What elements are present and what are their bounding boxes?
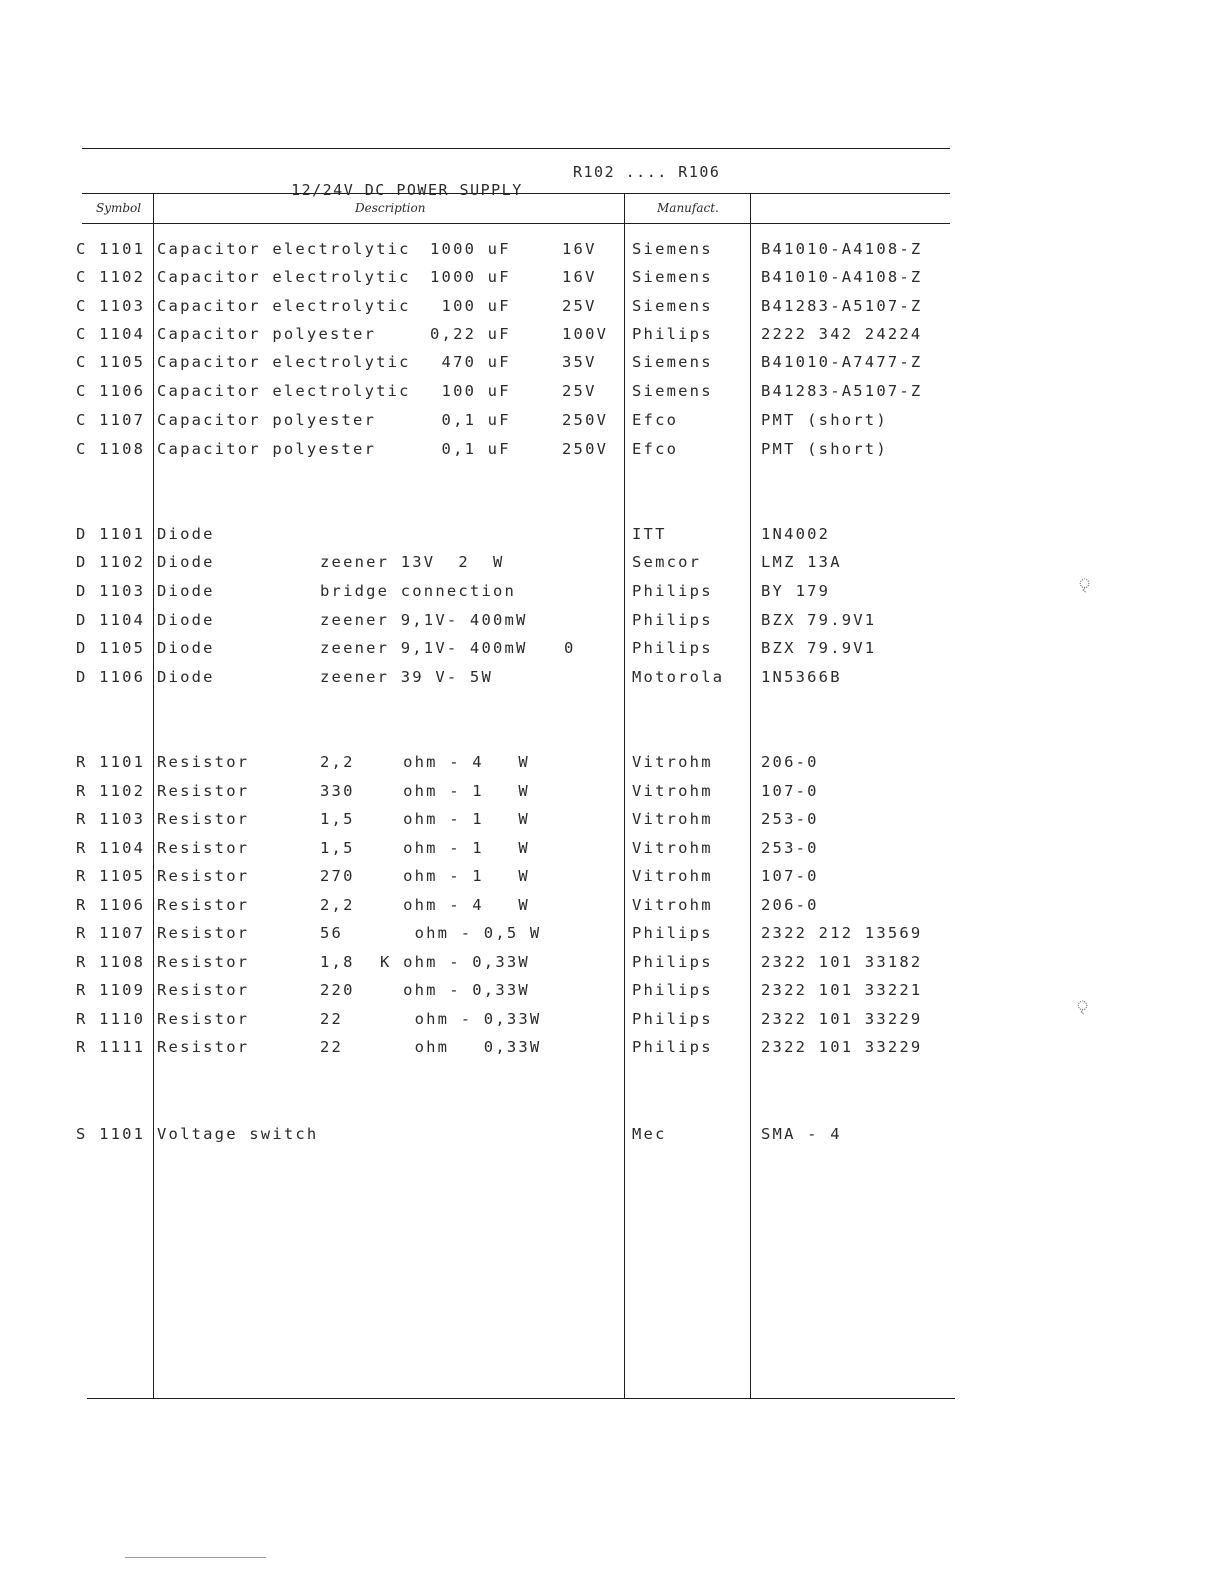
part-voltage: 100V	[562, 325, 609, 343]
part-description: Resistor	[157, 782, 250, 800]
part-manufacturer: Vitrohm	[632, 867, 713, 885]
part-rating: ohm - 0,33W	[380, 1010, 542, 1028]
part-number: SMA - 4	[761, 1125, 842, 1143]
part-symbol: R 1111	[76, 1038, 146, 1056]
part-symbol: C 1105	[76, 353, 146, 371]
part-voltage: 25V	[562, 382, 597, 400]
part-description: Capacitor electrolytic	[157, 382, 411, 400]
part-manufacturer: Efco	[632, 440, 679, 458]
part-description: Resistor	[157, 839, 250, 857]
column-divider-manufacturer	[750, 194, 751, 1398]
part-symbol: R 1107	[76, 924, 146, 942]
title-left: 12/24V DC POWER SUPPLY	[291, 181, 523, 199]
part-rating: ohm - 4 W	[380, 896, 530, 914]
part-symbol: S 1101	[76, 1125, 146, 1143]
part-manufacturer: Philips	[632, 924, 713, 942]
part-description: Capacitor electrolytic	[157, 240, 411, 258]
part-manufacturer: Mec	[632, 1125, 667, 1143]
part-symbol: C 1101	[76, 240, 146, 258]
part-manufacturer: Philips	[632, 325, 713, 343]
part-description: Capacitor electrolytic	[157, 268, 411, 286]
part-symbol: C 1103	[76, 297, 146, 315]
part-value: 1,5	[320, 810, 355, 828]
part-rating: ohm - 1 W	[380, 839, 530, 857]
part-number: B41010-A4108-Z	[761, 240, 923, 258]
part-value: 0,1 uF	[430, 411, 511, 429]
part-value: 22	[320, 1010, 344, 1028]
part-symbol: D 1104	[76, 611, 146, 629]
scan-mark: ৃ	[1076, 998, 1090, 1014]
part-value: 1000 uF	[430, 240, 511, 258]
part-spec: bridge connection	[320, 582, 517, 600]
part-description: Resistor	[157, 953, 250, 971]
part-value: 270	[320, 867, 355, 885]
part-number: LMZ 13A	[761, 553, 842, 571]
part-value: 0,22 uF	[430, 325, 511, 343]
part-symbol: R 1102	[76, 782, 146, 800]
part-manufacturer: Philips	[632, 582, 713, 600]
part-value: 1,5	[320, 839, 355, 857]
part-description: Resistor	[157, 753, 250, 771]
part-description: Resistor	[157, 810, 250, 828]
part-voltage: 25V	[562, 297, 597, 315]
part-description: Resistor	[157, 981, 250, 999]
part-description: Diode	[157, 639, 215, 657]
column-divider-description	[624, 194, 625, 1398]
part-manufacturer: Siemens	[632, 240, 713, 258]
part-symbol: C 1107	[76, 411, 146, 429]
part-manufacturer: Siemens	[632, 297, 713, 315]
part-number: 2222 342 24224	[761, 325, 923, 343]
part-rating: ohm - 1 W	[380, 867, 530, 885]
part-manufacturer: Vitrohm	[632, 782, 713, 800]
part-value: 2,2	[320, 753, 355, 771]
part-description: Diode	[157, 553, 215, 571]
part-description: Diode	[157, 525, 215, 543]
part-number: 206-0	[761, 896, 819, 914]
column-divider-symbol	[153, 194, 154, 1398]
part-rating: ohm - 1 W	[380, 810, 530, 828]
part-symbol: C 1102	[76, 268, 146, 286]
part-value: 1000 uF	[430, 268, 511, 286]
part-symbol: R 1108	[76, 953, 146, 971]
part-manufacturer: Siemens	[632, 382, 713, 400]
part-manufacturer: Vitrohm	[632, 896, 713, 914]
header-description: Description	[355, 201, 426, 215]
part-manufacturer: Philips	[632, 1010, 713, 1028]
part-rating: ohm - 0,33W	[380, 981, 530, 999]
part-value: 100 uF	[430, 297, 511, 315]
part-number: B41283-A5107-Z	[761, 382, 923, 400]
part-value: 2,2	[320, 896, 355, 914]
part-description: Capacitor electrolytic	[157, 297, 411, 315]
part-description: Capacitor polyester	[157, 325, 411, 343]
part-value: 1,8	[320, 953, 355, 971]
part-rating: K ohm - 0,33W	[380, 953, 530, 971]
part-rating: ohm - 4 W	[380, 753, 530, 771]
part-description: Capacitor polyester	[157, 440, 411, 458]
part-description: Capacitor polyester	[157, 411, 411, 429]
part-number: 206-0	[761, 753, 819, 771]
part-description: Resistor	[157, 1010, 250, 1028]
part-number: PMT (short)	[761, 440, 888, 458]
part-symbol: R 1110	[76, 1010, 146, 1028]
part-description: Diode	[157, 668, 215, 686]
part-number: B41010-A4108-Z	[761, 268, 923, 286]
part-manufacturer: Philips	[632, 611, 713, 629]
part-number: 1N5366B	[761, 668, 842, 686]
part-description: Resistor	[157, 896, 250, 914]
part-voltage: 250V	[562, 440, 609, 458]
part-voltage: 16V	[562, 268, 597, 286]
part-symbol: R 1103	[76, 810, 146, 828]
part-symbol: R 1104	[76, 839, 146, 857]
part-voltage: 35V	[562, 353, 597, 371]
part-symbol: C 1106	[76, 382, 146, 400]
part-description: Voltage switch	[157, 1125, 319, 1143]
part-spec: zeener 39 V- 5W	[320, 668, 493, 686]
part-symbol: R 1106	[76, 896, 146, 914]
part-symbol: C 1104	[76, 325, 146, 343]
part-spec: zeener 13V 2 W	[320, 553, 505, 571]
header-rule	[82, 223, 950, 224]
part-number: 253-0	[761, 839, 819, 857]
part-symbol: R 1101	[76, 753, 146, 771]
part-value: 0,1 uF	[430, 440, 511, 458]
part-value: 22	[320, 1038, 344, 1056]
part-value: 100 uF	[430, 382, 511, 400]
part-manufacturer: Efco	[632, 411, 679, 429]
part-manufacturer: Vitrohm	[632, 753, 713, 771]
part-description: Resistor	[157, 924, 250, 942]
part-number: 107-0	[761, 867, 819, 885]
part-description: Diode	[157, 582, 215, 600]
part-mark: 0	[564, 639, 576, 657]
part-number: 253-0	[761, 810, 819, 828]
part-description: Diode	[157, 611, 215, 629]
part-symbol: D 1103	[76, 582, 146, 600]
bottom-rule	[87, 1398, 955, 1399]
header-symbol: Symbol	[96, 201, 142, 215]
part-number: B41283-A5107-Z	[761, 297, 923, 315]
part-manufacturer: Vitrohm	[632, 810, 713, 828]
part-voltage: 16V	[562, 240, 597, 258]
part-value: 470 uF	[430, 353, 511, 371]
part-number: BZX 79.9V1	[761, 611, 877, 629]
part-rating: ohm - 0,5 W	[380, 924, 542, 942]
part-manufacturer: Philips	[632, 639, 713, 657]
title-right: R102 .... R106	[573, 163, 721, 181]
part-symbol: D 1102	[76, 553, 146, 571]
part-number: 2322 101 33182	[761, 953, 923, 971]
part-number: BY 179	[761, 582, 831, 600]
part-manufacturer: Vitrohm	[632, 839, 713, 857]
part-manufacturer: Siemens	[632, 353, 713, 371]
part-number: 107-0	[761, 782, 819, 800]
part-rating: ohm 0,33W	[380, 1038, 542, 1056]
scan-mark: ৃ	[1078, 576, 1092, 592]
part-value: 330	[320, 782, 355, 800]
part-number: 2322 101 33221	[761, 981, 923, 999]
part-manufacturer: Siemens	[632, 268, 713, 286]
part-manufacturer: ITT	[632, 525, 667, 543]
part-symbol: R 1105	[76, 867, 146, 885]
part-symbol: D 1106	[76, 668, 146, 686]
part-voltage: 250V	[562, 411, 609, 429]
part-manufacturer: Semcor	[632, 553, 702, 571]
part-number: 2322 101 33229	[761, 1010, 923, 1028]
part-manufacturer: Philips	[632, 953, 713, 971]
part-symbol: D 1105	[76, 639, 146, 657]
footer-link-line	[125, 1557, 266, 1558]
part-symbol: R 1109	[76, 981, 146, 999]
part-number: B41010-A7477-Z	[761, 353, 923, 371]
part-manufacturer: Philips	[632, 1038, 713, 1056]
top-rule	[82, 148, 950, 149]
part-value: 56	[320, 924, 344, 942]
part-number: 1N4002	[761, 525, 831, 543]
part-manufacturer: Motorola	[632, 668, 725, 686]
part-description: Resistor	[157, 1038, 250, 1056]
part-number: 2322 212 13569	[761, 924, 923, 942]
part-manufacturer: Philips	[632, 981, 713, 999]
part-description: Resistor	[157, 867, 250, 885]
part-number: 2322 101 33229	[761, 1038, 923, 1056]
part-symbol: C 1108	[76, 440, 146, 458]
header-manufacturer: Manufact.	[657, 201, 719, 215]
part-value: 220	[320, 981, 355, 999]
part-description: Capacitor electrolytic	[157, 353, 411, 371]
part-spec: zeener 9,1V- 400mW	[320, 639, 528, 657]
part-number: PMT (short)	[761, 411, 888, 429]
part-number: BZX 79.9V1	[761, 639, 877, 657]
part-rating: ohm - 1 W	[380, 782, 530, 800]
part-symbol: D 1101	[76, 525, 146, 543]
part-spec: zeener 9,1V- 400mW	[320, 611, 528, 629]
